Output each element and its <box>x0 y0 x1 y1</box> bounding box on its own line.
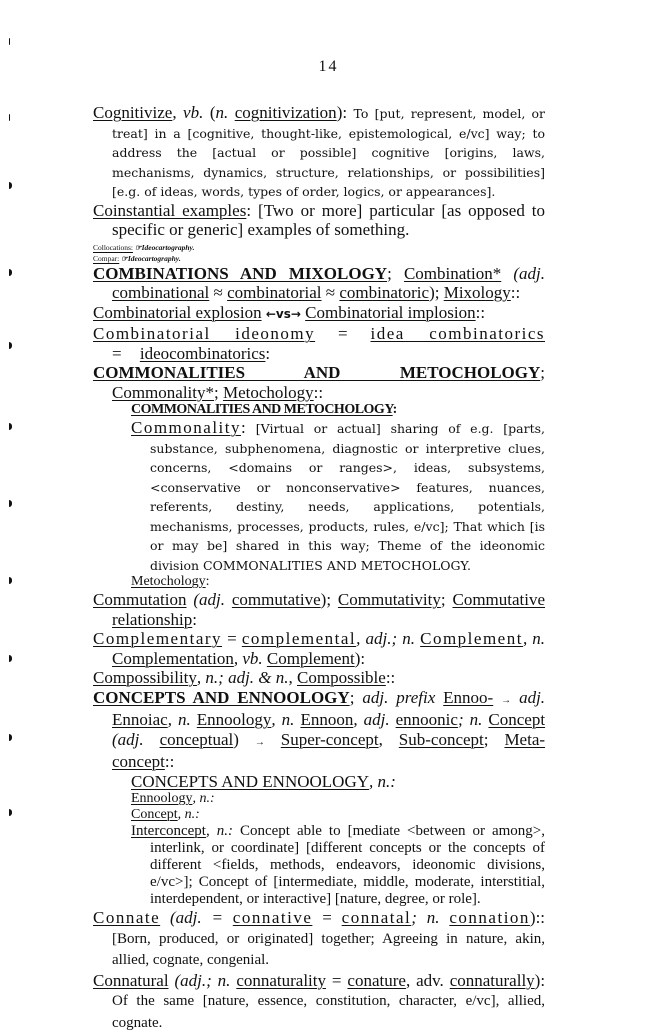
approx-symbol: ≈ <box>214 283 223 302</box>
term-commutativity: Commutativity <box>338 590 441 609</box>
term-meta-concept: Meta-concept <box>112 730 545 772</box>
pos-label: , n.: <box>178 807 200 822</box>
pos-label: , n. <box>271 710 294 729</box>
compar-label: Compar: <box>93 254 119 263</box>
term-compossible: Compossible <box>297 668 386 687</box>
margin-marker <box>9 577 12 584</box>
term-concept-sub: Concept <box>131 807 178 822</box>
term-cognitivization: cognitivization <box>235 103 337 122</box>
definition-connate: [Born, produced, or originated] together; Agreeing in nature, akin, allied, cognate, congenial. <box>112 931 545 969</box>
pos-label: (adj. <box>112 730 144 749</box>
term-commutative-relationship: Commutative relationship <box>112 590 545 629</box>
entry-metochology-sub <box>93 574 545 590</box>
entry-cognitivize: Cognitivize, vb. (n. cognitivization): To [put, represent, model, or treat] in a [cognitive, thought-like, epistemological, e/vc] way; to address the [actual or possible] cognitive [origins, laws, mechanisms, dynamics, structure, relationships, or possibilities] [e.g. of ideas, words, types of order, logics, or appearances]. <box>93 103 545 201</box>
margin-marker <box>9 734 12 741</box>
entry-combinatorial-explosion <box>93 303 545 325</box>
term-metochology-sub: Metochology <box>131 574 206 589</box>
term-connatural: Connatural <box>93 971 169 990</box>
pos-label: (adj. <box>193 590 225 609</box>
heading-concepts: CONCEPTS AND ENNOOLOGY <box>93 688 350 707</box>
punct: : <box>192 610 197 629</box>
compar-line <box>93 253 545 264</box>
margin-marker <box>9 423 12 430</box>
punct: : <box>241 418 246 437</box>
term-ennoology-sub: Ennoology <box>131 791 192 806</box>
pos-label: ; n. <box>411 908 439 927</box>
equals-symbol: = <box>227 629 237 648</box>
subheading-text: CONCEPTS AND ENNOOLOGY <box>131 772 369 791</box>
entry-commonality-definition <box>93 418 545 574</box>
margin-marker <box>9 655 12 662</box>
heading-combinations: COMBINATIONS AND MIXOLOGY <box>93 264 387 283</box>
punct: : <box>206 574 210 589</box>
entry-concept-sub <box>93 807 545 823</box>
punct: : <box>246 201 251 220</box>
entry-connate <box>93 908 545 971</box>
punct: ( <box>210 103 216 122</box>
punct: ): <box>355 649 365 668</box>
term-mixology: Mixology <box>444 283 511 302</box>
punct: :: <box>314 383 323 402</box>
punct: ; <box>214 383 219 402</box>
equals-symbol: = <box>332 971 342 990</box>
term-ennoo-prefix: Ennoo- <box>443 688 493 707</box>
entry-combinations <box>93 264 545 303</box>
entry-complementary <box>93 629 545 668</box>
pos-label: , adj.; n. <box>356 629 415 648</box>
versus-arrows-icon: ←vs→ <box>266 307 301 321</box>
punct: :: <box>511 283 520 302</box>
term-super-concept: Super-concept <box>281 730 379 749</box>
approx-symbol: ≈ <box>326 283 335 302</box>
equals-symbol: = <box>322 908 332 927</box>
pos-label: , n.: <box>206 823 233 839</box>
term-combinatoric: combinatoric <box>339 283 429 302</box>
entry-compossibility <box>93 668 545 688</box>
term-metochology: Metochology <box>223 383 314 402</box>
pos-label: , n.; adj. & n., <box>197 668 293 687</box>
term-complementary: Complementary <box>93 629 222 648</box>
pos-label: vb. <box>183 103 203 122</box>
margin-marker <box>9 182 12 189</box>
term-commutative: commutative <box>232 590 321 609</box>
term-combinatorial-ideonomy: Combinatorial ideonomy <box>93 324 315 343</box>
term-cognitivize: Cognitivize <box>93 103 172 122</box>
pos-label: n. <box>215 103 228 122</box>
page-number: 14 <box>0 58 657 76</box>
term-sub-concept: Sub-concept <box>399 730 484 749</box>
term-complement: Complement <box>420 629 523 648</box>
term-combinational: combinational <box>112 283 209 302</box>
term-ennoon: Ennoon <box>300 710 353 729</box>
pos-label: adj. prefix <box>362 688 435 707</box>
term-concept: Concept <box>488 710 545 729</box>
term-connaturality: connaturality <box>236 971 326 990</box>
pos-label: , n. <box>523 629 545 648</box>
pos-label: , adj. <box>353 710 389 729</box>
term-complemental: complemental <box>242 629 356 648</box>
entry-connatural <box>93 971 545 1033</box>
glossary-content <box>93 103 545 1033</box>
term-ideocombinatorics: ideocombinatorics <box>140 344 266 363</box>
pos-label: ; n. <box>458 710 482 729</box>
term-complement-vb: Complement <box>267 649 355 668</box>
equals-symbol: = <box>112 344 122 363</box>
subheading-concepts <box>93 772 545 792</box>
term-combination: Combination* <box>404 264 501 283</box>
entry-combinatorial-ideonomy <box>93 324 545 363</box>
term-commutation: Commutation <box>93 590 187 609</box>
term-coinstantial-examples: Coinstantial examples <box>93 201 246 220</box>
pos-label: (adj.; n. <box>174 971 230 990</box>
margin-marker <box>9 500 12 507</box>
margin-marker <box>9 38 10 45</box>
term-idea-combinatorics: idea combinatorics <box>371 324 546 343</box>
arrow-right-icon: → <box>501 695 511 706</box>
term-connation: connation <box>449 908 530 927</box>
definition-commonality: [Virtual or actual] sharing of e.g. [parts, substance, subphenomena, diagnostic or interpretive clues, concerns, <domains or ranges>, ideas, subsystems, <conservative or nonconservative> features, nuances, referents, destiny, needs, applications, potentials, mechanisms, processes, products, rules, e/vc]; That which [is or may be] shared in this way; Theme of the ideonomic division COMMONALITIES AND METOCHOLOGY. <box>150 421 545 573</box>
term-ennoology: Ennoology <box>197 710 272 729</box>
compar-ref[interactable]: ☞Ideocartography. <box>121 254 181 263</box>
definition-cognitivize: To [put, represent, model, or treat] in a [cognitive, thought-like, epistemological, e/vc] way; to address the [actual or possible] cognitive [origins, laws, mechanisms, dynamics, structure, relationships, or possibilities] [e.g. of ideas, words, types of order, logics, or appearances]. <box>112 106 545 199</box>
punct: ); <box>321 590 331 609</box>
pos-label: adj. <box>519 688 545 707</box>
term-connaturally: connaturally <box>450 971 535 990</box>
term-compossibility: Compossibility <box>93 668 197 687</box>
term-connative: connative <box>233 908 313 927</box>
punct: ):: <box>530 908 545 927</box>
term-ennoonic: ennoonic <box>396 710 458 729</box>
equals-symbol: = <box>338 324 348 343</box>
term-combinatorial-explosion: Combinatorial explosion <box>93 303 262 322</box>
definition-coinstantial: [Two or more] particular [as opposed to specific or generic] examples of something. <box>112 201 545 240</box>
term-ennoiac: Ennoiac <box>112 710 168 729</box>
pos-label: , n.: <box>369 772 396 791</box>
margin-marker <box>9 342 12 349</box>
punct: :: <box>386 668 395 687</box>
entry-interconcept <box>93 823 545 908</box>
punct: ): <box>337 103 347 122</box>
entry-commutation <box>93 590 545 629</box>
term-commonality: Commonality* <box>112 383 214 402</box>
subheading-text: COMMONALITIES AND METOCHOLOGY <box>131 402 393 417</box>
pos-label: , adv. <box>406 971 444 990</box>
punct: :: <box>476 303 485 322</box>
punct: ; <box>540 363 545 382</box>
punct: : <box>265 344 270 363</box>
punct: ): <box>535 971 545 990</box>
punct: ) <box>233 730 239 749</box>
term-connate: Connate <box>93 908 160 927</box>
subheading-commonalities <box>93 402 545 418</box>
term-interconcept: Interconcept <box>131 823 206 839</box>
punct: ); <box>429 283 439 302</box>
term-connatal: connatal <box>342 908 412 927</box>
punct: : <box>393 402 397 417</box>
collocations-line <box>93 242 545 253</box>
term-complementation: Complementation <box>112 649 234 668</box>
entry-commonalities <box>93 363 545 402</box>
term-conceptual: conceptual <box>160 730 234 749</box>
pos-label: (adj. = <box>170 908 223 927</box>
entry-concepts: CONCEPTS AND ENNOOLOGY; adj. prefix Ennoo- → adj. Ennoiac, n. Ennoology, n. Ennoon, adj. ennoonic; n. Concept (adj. conceptual) → Super-concept, Sub-concept; Meta-concept:: <box>93 688 545 772</box>
definition-connatural: Of the same [nature, essence, constitution, character, e/vc], allied, cognate. <box>112 993 545 1031</box>
margin-marker <box>9 114 10 121</box>
margin-marker <box>9 269 12 276</box>
punct: ; <box>441 590 446 609</box>
term-conature: conature <box>347 971 406 990</box>
margin-marker <box>9 809 12 816</box>
collocations-ref[interactable]: ☞Ideocartography. <box>135 243 195 252</box>
pos-label: , vb. <box>234 649 263 668</box>
arrow-right-icon: → <box>255 737 265 748</box>
entry-ennoology-sub <box>93 791 545 807</box>
term-combinatorial-implosion: Combinatorial implosion <box>305 303 475 322</box>
pos-label: , n.: <box>192 791 214 806</box>
punct: :: <box>165 752 174 771</box>
pos-label: (adj. <box>513 264 545 283</box>
punct: ; <box>387 264 392 283</box>
collocations-label: Collocations: <box>93 243 133 252</box>
definition-interconcept: Concept able to [mediate <between or among>, interlink, or coordinate] [different concepts or the concepts of different <fields, methods, endeavors, ideonomic divisions, e/vc>]; Concept of [intermediate, middle, moderate, interstitial, interdependent, or interactive] [nature, degree, or role]. <box>150 823 545 907</box>
punct: ; <box>350 688 355 707</box>
term-commonality-sub: Commonality <box>131 418 241 437</box>
entry-coinstantial-examples <box>93 201 545 240</box>
pos-label: , n. <box>168 710 191 729</box>
term-combinatorial: combinatorial <box>227 283 321 302</box>
heading-commonalities: COMMONALITIES AND METOCHOLOGY <box>93 363 540 382</box>
